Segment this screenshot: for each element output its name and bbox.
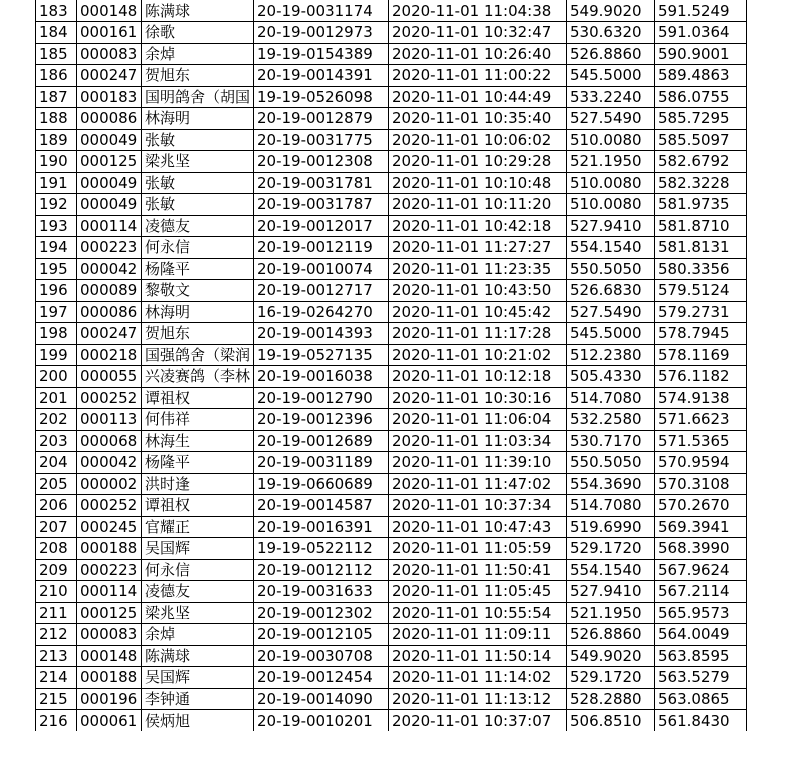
table-row — [36, 280, 747, 302]
member-id-cell: 000223 — [77, 237, 142, 259]
distance-cell: 514.7080 — [567, 495, 655, 517]
table-row — [36, 430, 747, 452]
table-row — [36, 129, 747, 151]
rank-cell: 187 — [36, 86, 77, 108]
rank-cell: 189 — [36, 129, 77, 151]
speed-cell: 581.9735 — [655, 194, 747, 216]
speed-cell: 570.9594 — [655, 452, 747, 474]
member-id-cell: 000125 — [77, 602, 142, 624]
arrival-time-cell: 2020-11-01 11:23:35 — [389, 258, 567, 280]
member-id-cell: 000061 — [77, 710, 142, 732]
rank-cell: 186 — [36, 65, 77, 87]
arrival-time-cell: 2020-11-01 11:39:10 — [389, 452, 567, 474]
rank-cell: 196 — [36, 280, 77, 302]
owner-name-cell: 黎敬文 — [142, 280, 254, 302]
rank-cell: 190 — [36, 151, 77, 173]
ring-number-cell: 19-19-0522112 — [254, 538, 389, 560]
member-id-cell: 000083 — [77, 43, 142, 65]
speed-cell: 585.5097 — [655, 129, 747, 151]
speed-cell: 578.1169 — [655, 344, 747, 366]
ring-number-cell: 20-19-0031775 — [254, 129, 389, 151]
arrival-time-cell: 2020-11-01 11:05:45 — [389, 581, 567, 603]
arrival-time-cell: 2020-11-01 11:09:11 — [389, 624, 567, 646]
speed-cell: 569.3941 — [655, 516, 747, 538]
table-row — [36, 667, 747, 689]
table-row — [36, 0, 747, 22]
rank-cell: 215 — [36, 688, 77, 710]
speed-cell: 581.8710 — [655, 215, 747, 237]
owner-name-cell: 余焯 — [142, 624, 254, 646]
table-row — [36, 151, 747, 173]
distance-cell: 530.7170 — [567, 430, 655, 452]
distance-cell: 527.9410 — [567, 581, 655, 603]
distance-cell: 545.5000 — [567, 65, 655, 87]
member-id-cell: 000002 — [77, 473, 142, 495]
owner-name-cell: 凌德友 — [142, 215, 254, 237]
rank-cell: 211 — [36, 602, 77, 624]
arrival-time-cell: 2020-11-01 10:35:40 — [389, 108, 567, 130]
ring-number-cell: 20-19-0031787 — [254, 194, 389, 216]
rank-cell: 206 — [36, 495, 77, 517]
speed-cell: 564.0049 — [655, 624, 747, 646]
distance-cell: 554.3690 — [567, 473, 655, 495]
arrival-time-cell: 2020-11-01 11:14:02 — [389, 667, 567, 689]
table-row — [36, 215, 747, 237]
rank-cell: 195 — [36, 258, 77, 280]
owner-name-cell: 何伟祥 — [142, 409, 254, 431]
member-id-cell: 000042 — [77, 258, 142, 280]
rank-cell: 185 — [36, 43, 77, 65]
distance-cell: 526.8860 — [567, 43, 655, 65]
member-id-cell: 000196 — [77, 688, 142, 710]
member-id-cell: 000086 — [77, 108, 142, 130]
table-row — [36, 581, 747, 603]
distance-cell: 550.5050 — [567, 452, 655, 474]
ring-number-cell: 20-19-0014393 — [254, 323, 389, 345]
results-table — [35, 0, 747, 731]
speed-cell: 591.5249 — [655, 0, 747, 22]
distance-cell: 527.5490 — [567, 108, 655, 130]
owner-name-cell: 国强鸽舍（梁润 — [142, 344, 254, 366]
table-row — [36, 452, 747, 474]
table-row — [36, 22, 747, 44]
ring-number-cell: 20-19-0031781 — [254, 172, 389, 194]
ring-number-cell: 20-19-0014391 — [254, 65, 389, 87]
arrival-time-cell: 2020-11-01 11:17:28 — [389, 323, 567, 345]
ring-number-cell: 20-19-0016038 — [254, 366, 389, 388]
arrival-time-cell: 2020-11-01 10:37:34 — [389, 495, 567, 517]
speed-cell: 590.9001 — [655, 43, 747, 65]
owner-name-cell: 侯炳旭 — [142, 710, 254, 732]
ring-number-cell: 20-19-0012454 — [254, 667, 389, 689]
rank-cell: 193 — [36, 215, 77, 237]
speed-cell: 563.0865 — [655, 688, 747, 710]
arrival-time-cell: 2020-11-01 10:30:16 — [389, 387, 567, 409]
rank-cell: 188 — [36, 108, 77, 130]
ring-number-cell: 20-19-0012302 — [254, 602, 389, 624]
member-id-cell: 000247 — [77, 323, 142, 345]
distance-cell: 521.1950 — [567, 151, 655, 173]
distance-cell: 549.9020 — [567, 0, 655, 22]
distance-cell: 554.1540 — [567, 559, 655, 581]
arrival-time-cell: 2020-11-01 10:21:02 — [389, 344, 567, 366]
owner-name-cell: 凌德友 — [142, 581, 254, 603]
owner-name-cell: 张敏 — [142, 194, 254, 216]
owner-name-cell: 陈满球 — [142, 645, 254, 667]
owner-name-cell: 吴国辉 — [142, 538, 254, 560]
owner-name-cell: 国明鸽舍（胡国 — [142, 86, 254, 108]
speed-cell: 591.0364 — [655, 22, 747, 44]
rank-cell: 203 — [36, 430, 77, 452]
speed-cell: 582.6792 — [655, 151, 747, 173]
member-id-cell: 000089 — [77, 280, 142, 302]
distance-cell: 514.7080 — [567, 387, 655, 409]
rank-cell: 210 — [36, 581, 77, 603]
arrival-time-cell: 2020-11-01 10:29:28 — [389, 151, 567, 173]
member-id-cell: 000247 — [77, 65, 142, 87]
owner-name-cell: 谭祖权 — [142, 495, 254, 517]
owner-name-cell: 贺旭东 — [142, 65, 254, 87]
ring-number-cell: 20-19-0012396 — [254, 409, 389, 431]
arrival-time-cell: 2020-11-01 11:50:14 — [389, 645, 567, 667]
arrival-time-cell: 2020-11-01 10:06:02 — [389, 129, 567, 151]
distance-cell: 519.6990 — [567, 516, 655, 538]
rank-cell: 204 — [36, 452, 77, 474]
speed-cell: 567.2114 — [655, 581, 747, 603]
speed-cell: 580.3356 — [655, 258, 747, 280]
member-id-cell: 000113 — [77, 409, 142, 431]
member-id-cell: 000148 — [77, 0, 142, 22]
member-id-cell: 000252 — [77, 387, 142, 409]
owner-name-cell: 林海明 — [142, 108, 254, 130]
member-id-cell: 000223 — [77, 559, 142, 581]
ring-number-cell: 20-19-0016391 — [254, 516, 389, 538]
table-row — [36, 516, 747, 538]
distance-cell: 510.0080 — [567, 129, 655, 151]
arrival-time-cell: 2020-11-01 10:44:49 — [389, 86, 567, 108]
rank-cell: 216 — [36, 710, 77, 732]
arrival-time-cell: 2020-11-01 10:32:47 — [389, 22, 567, 44]
table-row — [36, 387, 747, 409]
owner-name-cell: 陈满球 — [142, 0, 254, 22]
table-body — [36, 0, 747, 731]
owner-name-cell: 张敏 — [142, 129, 254, 151]
owner-name-cell: 洪时逢 — [142, 473, 254, 495]
member-id-cell: 000049 — [77, 172, 142, 194]
ring-number-cell: 19-19-0660689 — [254, 473, 389, 495]
member-id-cell: 000245 — [77, 516, 142, 538]
speed-cell: 561.8430 — [655, 710, 747, 732]
table-row — [36, 258, 747, 280]
distance-cell: 528.2880 — [567, 688, 655, 710]
table-row — [36, 194, 747, 216]
distance-cell: 526.8860 — [567, 624, 655, 646]
speed-cell: 574.9138 — [655, 387, 747, 409]
ring-number-cell: 20-19-0014090 — [254, 688, 389, 710]
member-id-cell: 000055 — [77, 366, 142, 388]
table-row — [36, 710, 747, 732]
rank-cell: 197 — [36, 301, 77, 323]
member-id-cell: 000042 — [77, 452, 142, 474]
arrival-time-cell: 2020-11-01 10:37:07 — [389, 710, 567, 732]
rank-cell: 201 — [36, 387, 77, 409]
ring-number-cell: 20-19-0012017 — [254, 215, 389, 237]
member-id-cell: 000068 — [77, 430, 142, 452]
owner-name-cell: 张敏 — [142, 172, 254, 194]
ring-number-cell: 16-19-0264270 — [254, 301, 389, 323]
rank-cell: 191 — [36, 172, 77, 194]
table-row — [36, 301, 747, 323]
arrival-time-cell: 2020-11-01 11:03:34 — [389, 430, 567, 452]
arrival-time-cell: 2020-11-01 11:00:22 — [389, 65, 567, 87]
distance-cell: 521.1950 — [567, 602, 655, 624]
distance-cell: 532.2580 — [567, 409, 655, 431]
owner-name-cell: 谭祖权 — [142, 387, 254, 409]
arrival-time-cell: 2020-11-01 11:04:38 — [389, 0, 567, 22]
rank-cell: 200 — [36, 366, 77, 388]
table-row — [36, 602, 747, 624]
table-row — [36, 473, 747, 495]
distance-cell: 545.5000 — [567, 323, 655, 345]
rank-cell: 208 — [36, 538, 77, 560]
distance-cell: 510.0080 — [567, 172, 655, 194]
rank-cell: 184 — [36, 22, 77, 44]
ring-number-cell: 20-19-0010074 — [254, 258, 389, 280]
arrival-time-cell: 2020-11-01 10:45:42 — [389, 301, 567, 323]
speed-cell: 563.5279 — [655, 667, 747, 689]
member-id-cell: 000148 — [77, 645, 142, 667]
ring-number-cell: 19-19-0154389 — [254, 43, 389, 65]
speed-cell: 563.8595 — [655, 645, 747, 667]
rank-cell: 212 — [36, 624, 77, 646]
member-id-cell: 000188 — [77, 538, 142, 560]
arrival-time-cell: 2020-11-01 11:06:04 — [389, 409, 567, 431]
ring-number-cell: 19-19-0527135 — [254, 344, 389, 366]
speed-cell: 585.7295 — [655, 108, 747, 130]
table-row — [36, 172, 747, 194]
speed-cell: 589.4863 — [655, 65, 747, 87]
arrival-time-cell: 2020-11-01 11:05:59 — [389, 538, 567, 560]
arrival-time-cell: 2020-11-01 11:13:12 — [389, 688, 567, 710]
distance-cell: 550.5050 — [567, 258, 655, 280]
table-row — [36, 559, 747, 581]
ring-number-cell: 20-19-0012717 — [254, 280, 389, 302]
rank-cell: 207 — [36, 516, 77, 538]
owner-name-cell: 何永信 — [142, 237, 254, 259]
distance-cell: 529.1720 — [567, 667, 655, 689]
rank-cell: 199 — [36, 344, 77, 366]
speed-cell: 565.9573 — [655, 602, 747, 624]
table-row — [36, 688, 747, 710]
member-id-cell: 000049 — [77, 194, 142, 216]
owner-name-cell: 徐歌 — [142, 22, 254, 44]
table-row — [36, 323, 747, 345]
arrival-time-cell: 2020-11-01 10:10:48 — [389, 172, 567, 194]
ring-number-cell: 20-19-0012308 — [254, 151, 389, 173]
distance-cell: 554.1540 — [567, 237, 655, 259]
arrival-time-cell: 2020-11-01 10:55:54 — [389, 602, 567, 624]
table-row — [36, 344, 747, 366]
arrival-time-cell: 2020-11-01 11:27:27 — [389, 237, 567, 259]
ring-number-cell: 20-19-0014587 — [254, 495, 389, 517]
ring-number-cell: 19-19-0526098 — [254, 86, 389, 108]
member-id-cell: 000083 — [77, 624, 142, 646]
table-row — [36, 86, 747, 108]
distance-cell: 510.0080 — [567, 194, 655, 216]
member-id-cell: 000161 — [77, 22, 142, 44]
table-row — [36, 409, 747, 431]
rank-cell: 183 — [36, 0, 77, 22]
owner-name-cell: 余焯 — [142, 43, 254, 65]
ring-number-cell: 20-19-0030708 — [254, 645, 389, 667]
table-row — [36, 43, 747, 65]
distance-cell: 527.9410 — [567, 215, 655, 237]
speed-cell: 579.2731 — [655, 301, 747, 323]
distance-cell: 533.2240 — [567, 86, 655, 108]
speed-cell: 579.5124 — [655, 280, 747, 302]
speed-cell: 567.9624 — [655, 559, 747, 581]
distance-cell: 527.5490 — [567, 301, 655, 323]
distance-cell: 505.4330 — [567, 366, 655, 388]
owner-name-cell: 林海生 — [142, 430, 254, 452]
arrival-time-cell: 2020-11-01 10:47:43 — [389, 516, 567, 538]
ring-number-cell: 20-19-0012689 — [254, 430, 389, 452]
speed-cell: 568.3990 — [655, 538, 747, 560]
ring-number-cell: 20-19-0012105 — [254, 624, 389, 646]
ring-number-cell: 20-19-0012973 — [254, 22, 389, 44]
speed-cell: 581.8131 — [655, 237, 747, 259]
ring-number-cell: 20-19-0012112 — [254, 559, 389, 581]
speed-cell: 571.5365 — [655, 430, 747, 452]
owner-name-cell: 杨隆平 — [142, 452, 254, 474]
arrival-time-cell: 2020-11-01 10:12:18 — [389, 366, 567, 388]
ring-number-cell: 20-19-0012879 — [254, 108, 389, 130]
rank-cell: 194 — [36, 237, 77, 259]
table-row — [36, 495, 747, 517]
speed-cell: 586.0755 — [655, 86, 747, 108]
ring-number-cell: 20-19-0031189 — [254, 452, 389, 474]
rank-cell: 198 — [36, 323, 77, 345]
owner-name-cell: 杨隆平 — [142, 258, 254, 280]
speed-cell: 578.7945 — [655, 323, 747, 345]
rank-cell: 205 — [36, 473, 77, 495]
ring-number-cell: 20-19-0031633 — [254, 581, 389, 603]
member-id-cell: 000188 — [77, 667, 142, 689]
member-id-cell: 000252 — [77, 495, 142, 517]
owner-name-cell: 贺旭东 — [142, 323, 254, 345]
distance-cell: 530.6320 — [567, 22, 655, 44]
ring-number-cell: 20-19-0010201 — [254, 710, 389, 732]
arrival-time-cell: 2020-11-01 10:42:18 — [389, 215, 567, 237]
table-row — [36, 65, 747, 87]
ring-number-cell: 20-19-0031174 — [254, 0, 389, 22]
rank-cell: 192 — [36, 194, 77, 216]
distance-cell: 526.6830 — [567, 280, 655, 302]
owner-name-cell: 梁兆坚 — [142, 151, 254, 173]
distance-cell: 512.2380 — [567, 344, 655, 366]
member-id-cell: 000218 — [77, 344, 142, 366]
member-id-cell: 000049 — [77, 129, 142, 151]
ring-number-cell: 20-19-0012119 — [254, 237, 389, 259]
owner-name-cell: 林海明 — [142, 301, 254, 323]
speed-cell: 571.6623 — [655, 409, 747, 431]
owner-name-cell: 吴国辉 — [142, 667, 254, 689]
table-row — [36, 538, 747, 560]
table-row — [36, 645, 747, 667]
owner-name-cell: 李钟通 — [142, 688, 254, 710]
speed-cell: 582.3228 — [655, 172, 747, 194]
table-row — [36, 108, 747, 130]
table-row — [36, 624, 747, 646]
rank-cell: 213 — [36, 645, 77, 667]
speed-cell: 570.3108 — [655, 473, 747, 495]
table-row — [36, 237, 747, 259]
table-row — [36, 366, 747, 388]
member-id-cell: 000114 — [77, 581, 142, 603]
arrival-time-cell: 2020-11-01 10:11:20 — [389, 194, 567, 216]
speed-cell: 570.2670 — [655, 495, 747, 517]
distance-cell: 506.8510 — [567, 710, 655, 732]
arrival-time-cell: 2020-11-01 11:50:41 — [389, 559, 567, 581]
member-id-cell: 000114 — [77, 215, 142, 237]
member-id-cell: 000125 — [77, 151, 142, 173]
rank-cell: 214 — [36, 667, 77, 689]
arrival-time-cell: 2020-11-01 10:43:50 — [389, 280, 567, 302]
owner-name-cell: 官耀正 — [142, 516, 254, 538]
member-id-cell: 000086 — [77, 301, 142, 323]
arrival-time-cell: 2020-11-01 11:47:02 — [389, 473, 567, 495]
ring-number-cell: 20-19-0012790 — [254, 387, 389, 409]
speed-cell: 576.1182 — [655, 366, 747, 388]
distance-cell: 549.9020 — [567, 645, 655, 667]
rank-cell: 202 — [36, 409, 77, 431]
owner-name-cell: 何永信 — [142, 559, 254, 581]
rank-cell: 209 — [36, 559, 77, 581]
distance-cell: 529.1720 — [567, 538, 655, 560]
owner-name-cell: 兴凌赛鸽（李林 — [142, 366, 254, 388]
owner-name-cell: 梁兆坚 — [142, 602, 254, 624]
arrival-time-cell: 2020-11-01 10:26:40 — [389, 43, 567, 65]
member-id-cell: 000183 — [77, 86, 142, 108]
